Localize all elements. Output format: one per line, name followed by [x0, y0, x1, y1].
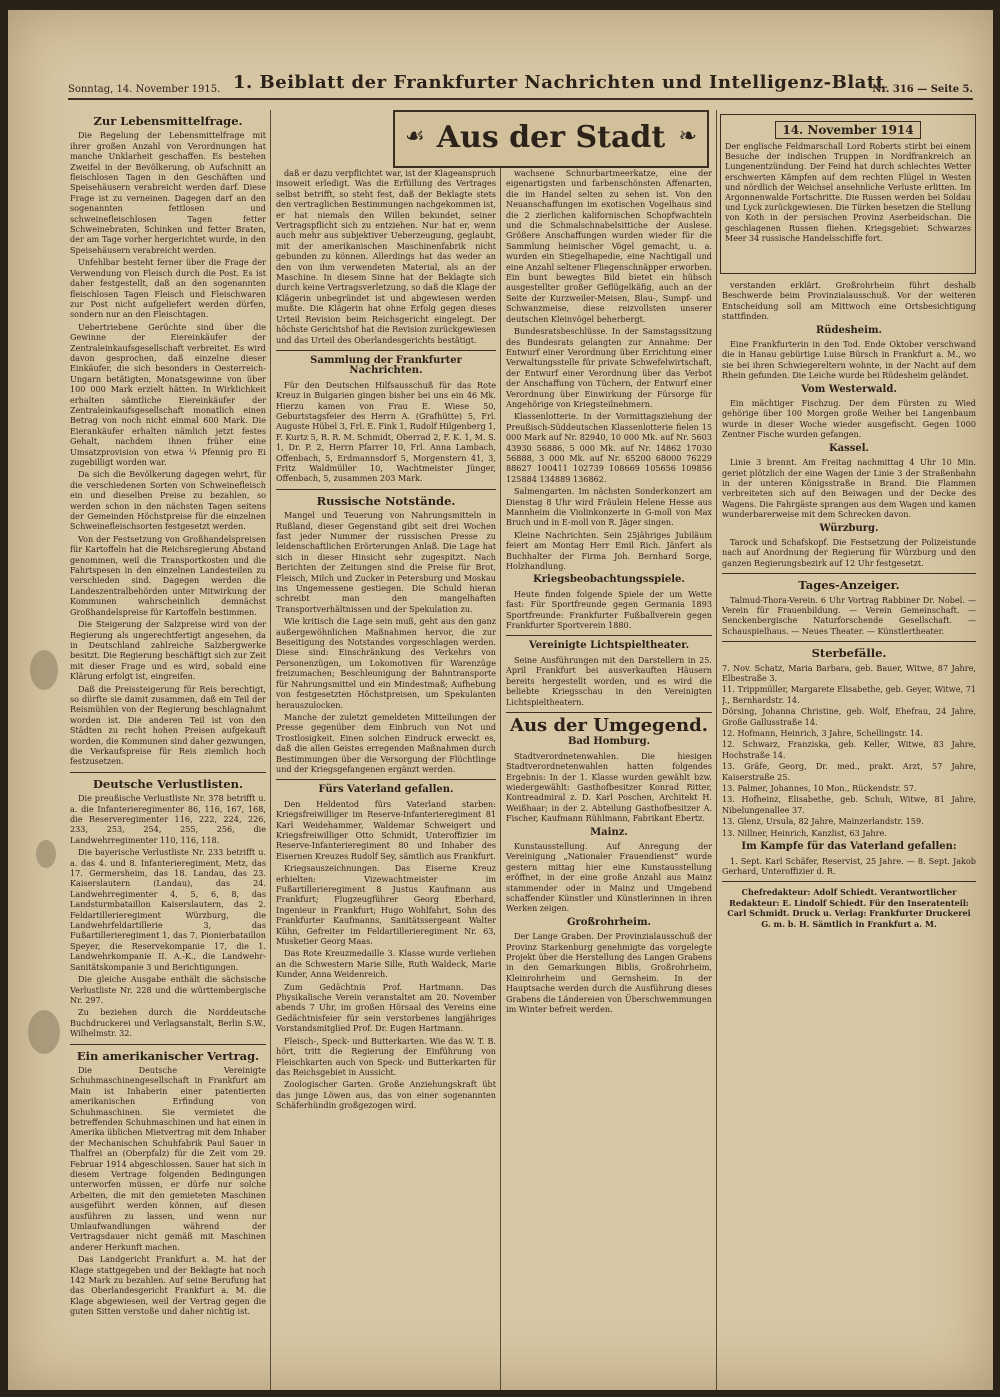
paragraph: Tarock und Schafskopf. Die Festsetzung der Polizeistunde nach auf Anordnung der Regierung für Würzburg und den ganzen Regierungsbezirk auf 12 Uhr festgesetzt.: [722, 536, 976, 568]
paragraph: Mangel und Teuerung von Nahrungsmitteln in Rußland, dieser Gegenstand gibt seit drei Wochen fast jeder Nummer der russischen Presse zu leidenschaftlichen Erörterungen Anlaß. Die Lage hat sich in dieser Hinsicht sehr zugespitzt. Nach Berichten der Zeitungen sind die Preise für Brot, Fleisch, Milch und Zucker in Petersburg und Moskau ins Ungemessene gestiegen. Die Schuld hieran schreibt man den mangelhaften Transportverhältnissen und der Spekulation zu.: [276, 510, 496, 614]
list-item: 13. Palmer, Johannes, 10 Mon., Rückendstr. 57.: [722, 783, 917, 794]
paper-stain: [28, 1010, 60, 1054]
article-heading: Ein amerikanischer Vertrag.: [76, 1048, 260, 1063]
death-notices: [722, 663, 976, 839]
column-rule: [716, 110, 717, 1390]
paragraph: Die bayerische Verlustliste Nr. 233 betrifft u. a. das 4. und 8. Infanterieregiment, Metz, das 17. Germersheim, das 18. Landau, das 23. Kaiserslautern (Landau), das 24. Landwehrregimenter 4, 5, 6, 8, das Landsturmbataillon Kaiserslautern, das 2. Feldartillerieregiment Würzburg, die Landwehrfeldartillerie 3, das Fußartillerieregiment 1, das 7. Pionierbataillon Speyer, die Reservekompanie 17, die 1. Landwehrkompanie II. A.-K., die Landwehr-Sanitätskompanie 3 und Berichtigungen.: [70, 847, 266, 972]
article-heading: Fürs Vaterland gefallen.: [318, 784, 454, 796]
paragraph: Das Landgericht Frankfurt a. M. hat der Klage stattgegeben und der Beklagte hat noch 142 Mark zu bezahlen. Auf seine Berufung hat das Oberlandesgericht Frankfurt a. M. die Klage abgewiesen, weil der Vertrag gegen die guten Sitten verstoße und daher nichtig ist.: [70, 1254, 266, 1317]
paragraph: Die Deutsche Vereinigte Schuhmaschinengesellschaft in Frankfurt am Main ist Inhaberin einer patentierten amerikanischen Erfindung von Schuhmaschinen. Sie vermietet die betreffenden Schuhmaschinen und hat einen in Amerika üblichen Mietvertrag mit dem Inhaber der Mechanischen Schuhfabrik Paul Sauer in Thalfrei an (Oberpfalz) für die Zeit vom 29. Februar 1914 abgeschlossen. Sauer hat sich in diesem Vertrage folgenden Bedingungen unterworfen müssen, er dürfe nur solche Arbeiten, die mit den gemieteten Maschinen ausgeführt werden können, auf diesen ausführen zu lassen, und wenn nur Umlaufwandlungen während der Vertragsdauer nicht gemäß mit Maschinen anderer Herkunft machen.: [70, 1064, 266, 1252]
paragraph: Linie 3 brennt. Am Freitag nachmittag 4 Uhr 10 Min. geriet plötzlich der eine Wagen der Linie 3 der Straßenbahn in der unteren Königsstraße in Brand. Die Flammen verbreiteten sich auf den Beiwagen und der Decke des Wagens. Die Fahrgäste sprangen aus dem Wagen und kamen wunderbarerweise mit dem Schrecken davon.: [722, 457, 976, 520]
paragraph: Bundesratsbeschlüsse. In der Samstagssitzung des Bundesrats gelangten zur Annahme: Der Entwurf einer Verordnung über Errichtung einer Verwaltungsstelle für private Schwefelwirtschaft, der Entwurf einer Verordnung über das Verbot der Anschaffung von Tüchern, der Entwurf einer Verordnung über Einwirkung der Fürsorge für Angehörige von Kriegsteilnehmern.: [506, 326, 712, 409]
article-heading: Kriegsbeobachtungsspiele.: [533, 574, 685, 586]
section-subtitle: Aus der Umgegend.: [510, 714, 708, 736]
list-item: 13. Gräfe, Georg, Dr. med., prakt. Arzt, 57 Jahre, Kaiserstraße 25.: [722, 761, 976, 782]
article-heading: Würzburg.: [819, 522, 879, 534]
article-heading: Deutsche Verlustlisten.: [92, 776, 244, 791]
list-item: 13. Hofheinz, Elisabethe, geb. Schuh, Witwe, 81 Jahre, Nibelungenallee 37.: [722, 794, 976, 815]
paragraph: Zum Gedächtnis Prof. Hartmann. Das Physikalische Verein veranstaltet am 20. November abends 7 Uhr, im großen Hörsaal des Vereins eine Gedächtnisfeier für sein verstorbenes langjähriges Vorstandsmitglied Prof. Dr. Eugen Hartmann.: [276, 981, 496, 1034]
column-3: [506, 168, 712, 1380]
paragraph: Stadtverordnetenwahlen. Die hiesigen Stadtverordnetenwahlen hatten folgendes Ergebnis: In der 1. Klasse wurden gewählt bzw. wiedergewählt: Gasthofbesitzer Konrad Ritter, Kontreadmiral z. D. Karl Poschen, Architekt H. Weißhaar; in der 2. Abteilung Gasthofbesitzer A. Fischer, Kaufmann Rühlmann, Fabrikant Ebertz.: [506, 750, 712, 824]
paragraph: Daß die Preissteigerung für Reis berechtigt, so dürfte sie damit zusammen, daß ein Teil der Reismühlen von der Regierung beschlagnahmt worden ist. Die anderen Teil ist von den Städten zu recht hohen Preisen aufgekauft worden, die Kommunen sind daher gezwungen, die Verkaufspreise für Reis ziemlich hoch festzusetzen.: [70, 683, 266, 767]
list-item: 12. Hofmann, Heinrich, 3 Jahre, Schellingstr. 14.: [722, 728, 923, 739]
ornament-icon: ❧: [678, 124, 697, 149]
paragraph: Salmengarten. Im nächsten Sonderkonzert am Dienstag 8 Uhr wird Fräulein Helene Hesse aus Mannheim die Violinkonzerte in G-moll von Max Bruch und in E-moll von R. Jäger singen.: [506, 486, 712, 528]
masthead: 1. Beiblatt der Frankfurter Nachrichten und Intelligenz-Blatt: [233, 72, 885, 93]
article-heading: Im Kampfe für das Vaterland gefallen:: [741, 841, 957, 853]
paragraph: Da sich die Bevölkerung dagegen wehrt, für die verschiedenen Sorten von Schweinefleisch ein und dieselben Preise zu bezahlen, so werden schon in den nächsten Tagen seitens der Gemeinden Höchstpreise für die einzelnen Schweinefleischsorten festgesetzt werden.: [70, 469, 266, 532]
paragraph: Zoologischer Garten. Große Anziehungskraft übt das junge Löwen aus, das von einer sogenannten Schäferhündin großgezogen wird.: [276, 1079, 496, 1111]
article-heading: Rüdesheim.: [815, 324, 883, 336]
paragraph: Von der Festsetzung von Großhandelspreisen für Kartoffeln hat die Reichsregierung Abstand genommen, weil die Transportkosten und die Fahrtspesen in den einzelnen Landesteilen zu verschieden sind. Dagegen werden die Landeszentralbehörden unter Mitwirkung der Kommunen wahrscheinlich demnächst Großhandelspreise für Kartoffeln bestimmen.: [70, 533, 266, 617]
anniversary-text: Der englische Feldmarschall Lord Roberts stirbt bei einem Besuche der indischen Truppen in Nordfrankreich an Lungenentzündung. Der Feind hat durch schlechtes Wetter erschwerten Kämpfen auf dem rechten Flügel in Westen und nördlich der Weichsel ansehnliche Verluste erlitten. Im Argonnenwalde Fortschritte. Die Russen werden bei Soldau und Lyck zurückgewiesen. Die Türken besetzen die Stellung von Koth in der persischen Provinz Aserbeidschan. Die geschlagenen Russen fliehen. Kriegsgebiet: Schwarzes Meer 34 russische Handelsschiffe fort.: [725, 142, 971, 243]
paragraph: Uebertriebene Gerüchte sind über die Gewinne der Eiereinkäufer der Zentraleinkaufsgesellschaft verbreitet. Es wird davon gesprochen, daß einzelne dieser Einkäufer, die sich besonders in Oesterreich-Ungarn betätigten, Monatsgewinne von über 100 000 Mark erzielt hätten. In Wirklichkeit erhalten sämtliche Eiereinkäufer der Zentraleinkaufsgesellschaft monatlich einen Betrag von noch nicht einmal 600 Mark. Die Eierankäufer erhalten nämlich jetzt festes Gehalt, nachdem ihnen früher eine Umsatzprovision von etwa ¼ Pfennig pro Ei zugebilligt worden war.: [70, 321, 266, 467]
paragraph: Das Rote Kreuzmedaille 3. Klasse wurde verliehen an die Schwestern Marie Sille, Ruth Waldeck, Marie Kunder, Anna Weidenreich.: [276, 948, 496, 980]
column-4: [722, 280, 976, 1380]
paragraph: Kriegsauszeichnungen. Das Eiserne Kreuz erhielten: Vizewachtmeister im Fußartillerieregiment 8 Justus Kaufmann aus Frankfurt; Flugzeugführer Georg Eberhard, Ingenieur in Frankfurt; Hugo Wohlfahrt, Sohn des Frankfurter Kaufmanns, Sanitätssergeant Walter Kühn, Gefreiter im Feldartillerieregiment Nr. 63, Musketier Georg Maas.: [276, 863, 496, 947]
article-heading: Großrohrheim.: [566, 916, 652, 928]
paragraph: Wie kritisch die Lage sein muß, geht aus den ganz außergewöhnlichen Maßnahmen hervor, die zur Beseitigung des Notstandes vorgeschlagen werden. Diese sind: Einschränkung des Verkehrs von Personenzügen, um Lokomotiven für Warenzüge freizumachen; Beschleunigung der Bahntransporte für Nahrungsmittel und ein Mindestmaß; Aufhebung von festgesetzten Höchstpreisen, um Spekulanten herauszulocken.: [276, 616, 496, 710]
paper-stain: [30, 650, 58, 690]
paragraph: Fleisch-, Speck- und Butterkarten. Wie das W. T. B. hört, tritt die Regierung der Einführung von Fleischkarten auch von Speck- und Butterkarten für das Reichsgebiet in Aussicht.: [276, 1035, 496, 1077]
paragraph: Ein mächtiger Fischzug. Der dem Fürsten zu Wied gehörige über 100 Morgen große Weiher bei Langenbaum wurde in dieser Woche wieder ausgefischt. Gegen 1000 Zentner Fische wurden gefangen.: [722, 398, 976, 440]
list-item: Dörsing, Johanna Christine, geb. Wolf, Ehefrau, 24 Jahre, Große Gallusstraße 14.: [722, 706, 976, 727]
issue-number: Nr. 316 — Seite 5.: [872, 84, 973, 95]
anniversary-title: 14. November 1914: [775, 121, 920, 139]
paragraph: Die Steigerung der Salzpreise wird von der Regierung als ungerechtfertigt angesehen, da in Deutschland zahlreiche Salzbergwerke besitzt. Die Regierung beschäftigt sich zur Zeit mit dieser Frage und es wird, sobald eine Klärung erfolgt ist, eingreifen.: [70, 619, 266, 682]
column-1: [70, 110, 266, 1380]
issue-date: Sonntag, 14. November 1915.: [68, 84, 221, 95]
section-title: Aus der Stadt: [436, 120, 666, 155]
paragraph: Kunstausstellung. Auf Anregung der Vereinigung „Nationaler Frauendienst“ wurde gestern mittag hier eine Kunstausstellung eröffnet, in der eine große Anzahl aus Mainz stammender oder in Mainz und Umgebend schaffender Künstler und Künstlerinnen in ihren Werken zeigen.: [506, 840, 712, 914]
paragraph: daß er dazu verpflichtet war, ist der Klageanspruch insoweit erledigt. Was die Erfüllung des Vertrages selbst betrifft, so steht fest, daß der Beklagte stets den vertraglichen Bestimmungen nachgekommen ist, er hat niemals den Willen bekundet, seiner Vertragspflicht sich zu entziehen. Nur hat er, wenn auch mehr aus subjektiver Ueberzeugung, geglaubt, mit der amerikanischen Maschinenfabrik nicht gebunden zu können. Allerdings hat das weder an den von ihm verwendeten Material, als an der Maschine. In diesem Sinne hat der Beklagte sich durch keine Vertragsverletzung, so daß die Klage der Klägerin unbegründet ist und abgewiesen werden mußte. Die Klägerin hat ohne Erfolg gegen dieses Urteil Revision beim Reichsgericht eingelegt. Der höchste Gerichtshof hat die Revision zurückgewiesen und das Urteil des Oberlandesgerichts bestätigt.: [276, 168, 496, 345]
page-header: [68, 70, 973, 100]
paragraph: Manche der zuletzt gemeldeten Mitteilungen der Presse gegenüber dem Einbruch von Not und Trostlosigkeit. Einen solchen Eindruck erweckt es, daß die allen Geistes erregenden Maßnahmen durch Bestimmungen über die Versorgung der Flüchtlinge und der Kriegsgefangenen ergänzt werden.: [276, 711, 496, 774]
paragraph: Den Heldentod fürs Vaterland starben: Kriegsfreiwilliger im Reserve-Infanterieregiment 81 Karl Weidehammer, Waldemar Schweigert und Kriegsfreiwilliger Otto Schmidt, Unteroffizier im Reserve-Infanterieregiment 80 und Inhaber des Eisernen Kreuzes Rudolf Sey, sämtlich aus Frankfurt.: [276, 798, 496, 861]
column-2: [276, 168, 496, 1380]
article-heading: Kassel.: [828, 442, 870, 454]
list-item: 13. Glenz, Ursula, 82 Jahre, Mainzerlandstr. 159.: [722, 816, 924, 827]
article-heading: Bad Homburg.: [567, 736, 651, 748]
paragraph: Für den Deutschen Hilfsausschuß für das Rote Kreuz in Bulgarien gingen bisher bei uns ein 46 Mk. Hierzu kamen von Frau E. Wiese 50, Geburtstagsfeier des Herrn A. (Grafhütte) 5, Frl. Auguste Hübel 3, Frl. E. Fink 1, Rudolf Hilgenberg 1, F. Kurtz 5, R. R. M. Schmidt, Oberrad 2, F. K. 1, M. S. 1, Dr. P. 2, Herrn Pfarrer 10, Frl. Anna Lambach, Offenbach, 5, Erdmannsdorf 5, Morgenstern 41, 3, Fritz Waldmüller 10, Wachtmeister Jünger, Offenbach, 5, zusammen 203 Mark.: [276, 379, 496, 484]
article-heading: Russische Notstände.: [316, 493, 456, 508]
paper-stain: [36, 840, 56, 868]
paragraph: Heute finden folgende Spiele der um Wette fast: Für Sportfreunde gegen Germania 1893 Sportfreunde: Frankfurter Fußballverein gegen Frankfurter Sportverein 1880.: [506, 588, 712, 631]
list-item: 7. Nov. Schatz, Maria Barbara, geb. Bauer, Witwe, 87 Jahre, Elbestraße 3.: [722, 662, 976, 683]
imprint: Chefredakteur: Adolf Schiedt. Verantwortlicher Redakteur: E. Lindolf Schiedt. Für den Inseratenteil: Carl Schmidt. Druck u. Verlag: Frankfurter Druckerei G. m. b. H. Sämtlich in Frankfurt a. M.: [727, 887, 971, 929]
column-rule: [500, 110, 501, 1390]
paragraph: Die preußische Verlustliste Nr. 378 betrifft u. a. die Infanterieregimenter 86, 116, 167, 168, die Reserveregimenter 116, 222, 224, 226, 233, 253, 254, 255, 256, die Landwehrregimenter 110, 116, 118.: [70, 793, 266, 845]
paragraph: Eine Frankfurterin in den Tod. Ende Oktober verschwand die in Hanau gebürtige Luise Bürsch in Frankfurt a. M., wo sie bei ihren Schwiegereltern wohnte, in der Nacht auf dem Rhein gefunden. Die Leiche wurde bei Rüdesheim geländet.: [722, 339, 976, 381]
list-item: 11. Trippmüller, Margarete Elisabethe, geb. Geyer, Witwe, 71 J., Bernhardstr. 14.: [722, 684, 976, 705]
column-rule: [270, 110, 271, 1390]
anniversary-box: [720, 114, 976, 274]
article-heading: Vereinigte Lichtspieltheater.: [528, 640, 690, 652]
paragraph: Die Regelung der Lebensmittelfrage mit ihrer großen Anzahl von Verordnungen hat manche Unklarheit geschaffen. Es bestehen Zweifel in der Bevölkerung, ob Aufschnitt an fleischlosen Tagen in den Geschäften und Speisehäusern verabreicht werden darf. Diese Frage ist zu verneinen. Dagegen darf an den sogenannten fettlosen und schweinefleischlosen Tagen fetter Schweinebraten, Schinken und fetter Braten, der am Tage vorher hergerichtet wurde, in den Speisehäusern verabreicht werden.: [70, 130, 266, 255]
paragraph: Unfehlbar besteht ferner über die Frage der Verwendung von Fleisch durch die Post. Es ist daher festgestellt, daß an den sogenannten fleischlosen Tagen Fleisch und Fleischwaren zur Post nicht aufgeliefert werden dürfen, sondern nur an den Fleischtagen.: [70, 257, 266, 320]
paragraph: Talmud-Thora-Verein. 6 Uhr Vortrag Rabbiner Dr. Nobel. — Verein für Frauenbildung. — Verein Gemeinschaft. — Senckenbergische Naturforschende Gesellschaft. — Schauspielhaus. — Neues Theater. — Künstlertheater.: [722, 594, 976, 636]
newspaper-page: [8, 10, 993, 1390]
article-heading: Tages-Anzeiger.: [798, 578, 900, 593]
article-heading: Zur Lebensmittelfrage.: [93, 114, 243, 128]
paragraph: Klassenlotterie. In der Vormittagsziehung der Preußisch-Süddeutschen Klassenlotterie fielen 15 000 Mark auf Nr. 82940, 10 000 Mk. auf Nr. 5603 43930 56886, 5 000 Mk. auf Nr. 14862 17030 56888, 3 000 Mk. auf Nr. 65200 68000 76229 88627 100411 102739 108669 105656 109856 125884 134889 136862.: [506, 411, 712, 484]
list-item: 13. Nillner, Heinrich, Kanzlist, 63 Jahre.: [722, 827, 887, 838]
paragraph: Der Lange Graben. Der Provinzialausschuß der Provinz Starkenburg genehmigte das vorgelegte Projekt über die Herstellung des Langen Grabens in den Gemarkungen Biblis, Großrohrheim, Kleinrohrheim und Gernsheim. In der Hauptsache werden durch die Ausführung dieses Grabens die Ländereien von Überschwemmungen im Winter befreit werden.: [506, 931, 712, 1015]
paragraph: Seine Ausführungen mit den Darstellern in 25. April Frankfurt bei ausverkauften Häusern bereits hergestellt worden, und es wird die beliebte Kriegsschau in den Vereinigten Lichtspieltheatern.: [506, 654, 712, 707]
article-heading: Sammlung der Frankfurter Nachrichten.: [310, 354, 462, 377]
paragraph: Die gleiche Ausgabe enthält die sächsische Verlustliste Nr. 228 und die württembergische Nr. 297.: [70, 974, 266, 1005]
paragraph: verstanden erklärt. Großrohrheim führt deshalb Beschwerde beim Provinzialausschuß. Vor der weiteren Entscheidung soll am Mittwoch eine Ortsbesichtigung stattfinden.: [722, 280, 976, 322]
article-heading: Mainz.: [590, 826, 628, 838]
ornament-icon: ☙: [405, 124, 425, 149]
paragraph: Kleine Nachrichten. Sein 25jähriges Jubiläum feiert am Montag Herr Emil Rich. Jänfert als Buchhalter der Firma Joh. Bernhard Sorge, Holzhandlung.: [506, 529, 712, 572]
paragraph: 1. Sept. Karl Schäfer, Reservist, 25 Jahre. — 8. Sept. Jakob Gerhard, Unteroffizier d. R.: [722, 855, 976, 876]
article-heading: Sterbefälle.: [811, 646, 887, 661]
list-item: 12. Schwarz, Franziska, geb. Keller, Witwe, 83 Jahre, Hochstraße 14.: [722, 739, 976, 760]
paragraph: wachsene Schnurbartmeerkatze, eine der eigenartigsten und farbenschönsten Affenarten, die im Handel selten zu sehen ist. Von den Neuanschaffungen im exotischen Vogelhaus sind die 2 zierlichen kalifornischen Schopfwachteln und die Schmalschnabelsittiche der Auslese. Größere Anschaffungen wurden wieder für die Sammlung heimischer Vögel gemacht, u. a. wurden ein Stiegelhapedie, eine Nachtigall und eine Anzahl seltener Fliegenschnäpper erworben. Ein bunt bewegtes Bild bietet ein hübsch ausgestellter großer Geflügelkäfig, auch an der Seite der Kurzweiler-Meisen, Blau-, Sumpf- und Schwanzmeise, diese reizvollsten unserer deutschen Kleinvögel beherbergt.: [506, 168, 712, 324]
paragraph: Zu beziehen durch die Norddeutsche Buchdruckerei und Verlagsanstalt, Berlin S.W., Wilhelmstr. 32.: [70, 1007, 266, 1039]
section-banner: [393, 110, 709, 168]
article-heading: Vom Westerwald.: [801, 383, 897, 395]
